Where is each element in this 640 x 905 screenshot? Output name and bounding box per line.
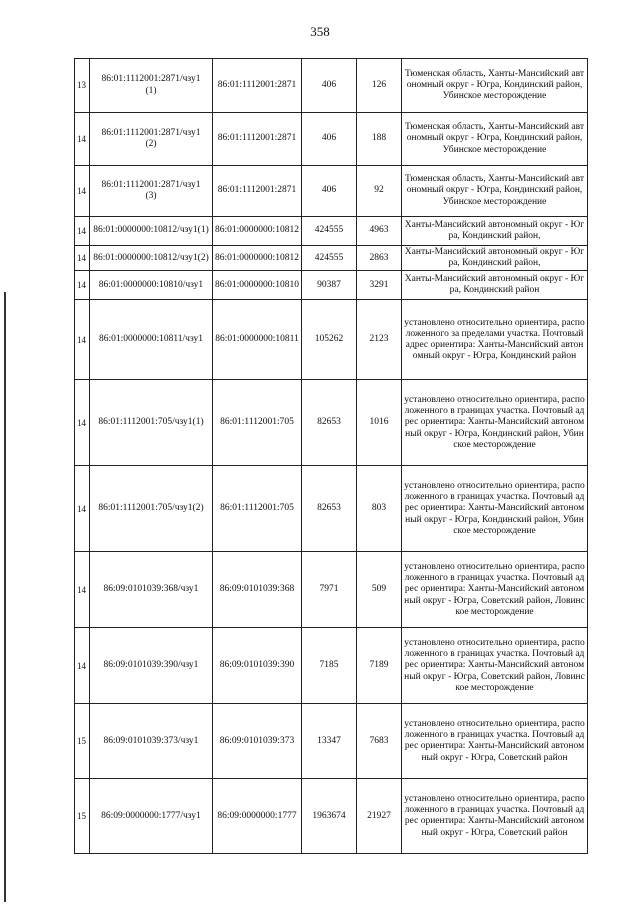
address-cell: установлено относительно ориентира, расположенного в границах участка. Почтовый адрес ориентира: Ханты-Мансийский автономный округ - Югра, Советский район [402, 704, 588, 779]
table-row [75, 466, 588, 552]
plot-area-cell: 424555 [302, 217, 357, 246]
cadastral-part-cell [90, 466, 213, 552]
plot-area-cell: 406 [302, 113, 357, 166]
cadastral-part-number: 86:01:0000000:10810/чзу1 [98, 279, 204, 290]
table-row [75, 113, 588, 166]
part-area-cell: 2123 [357, 300, 402, 380]
part-area-cell: 21927 [357, 779, 402, 854]
row-number-cell: 14 [75, 300, 90, 380]
table-row [75, 779, 588, 854]
row-number-cell: 14 [75, 271, 90, 300]
cadastral-part-number: 86:01:0000000:10812/чзу1(2) [93, 252, 209, 263]
address-cell: установлено относительно ориентира, расположенного в границах участка. Почтовый адрес ориентира: Ханты-Мансийский автономный округ - Югра, Советский район, Ловинское месторождение [402, 628, 588, 704]
table-row [75, 704, 588, 779]
parent-plot-cell: 86:01:1112001:705 [213, 466, 302, 552]
cadastral-part-number: 86:01:1112001:2871/чзу1 [101, 127, 201, 138]
row-number-cell: 15 [75, 779, 90, 854]
plot-area-cell: 424555 [302, 246, 357, 271]
plot-area-cell: 406 [302, 166, 357, 217]
address-cell: Ханты-Мансийский автономный округ - Югра, Кондинский район, [402, 217, 588, 246]
part-area-cell: 3291 [357, 271, 402, 300]
row-number-cell: 14 [75, 466, 90, 552]
row-number-cell: 14 [75, 113, 90, 166]
table-row [75, 217, 588, 246]
parent-plot-cell: 86:01:0000000:10812 [213, 217, 302, 246]
parent-plot-cell: 86:09:0101039:373 [213, 704, 302, 779]
cadastral-part-number: 86:01:0000000:10812/чзу1(1) [93, 225, 209, 236]
part-area-cell: 1016 [357, 380, 402, 466]
parent-plot-cell: 86:09:0000000:1777 [213, 779, 302, 854]
plot-area-cell: 1963674 [302, 779, 357, 854]
row-number-cell: 14 [75, 552, 90, 628]
cadastral-part-cell [90, 779, 213, 854]
address-cell: установлено относительно ориентира, расположенного в границах участка. Почтовый адрес ориентира: Ханты-Мансийский автономный округ - Югра, Кондинский район, Убинское месторождение [402, 380, 588, 466]
cadastral-part-number: 86:09:0101039:373/чзу1 [103, 735, 199, 746]
cadastral-part-cell [90, 380, 213, 466]
parent-plot-cell: 86:09:0101039:390 [213, 628, 302, 704]
part-area-cell: 188 [357, 113, 402, 166]
row-number-cell: 13 [75, 59, 90, 113]
cadastral-part-cell [90, 113, 213, 166]
parent-plot-cell: 86:01:1112001:705 [213, 380, 302, 466]
cadastral-part-suffix: (1) [145, 85, 157, 96]
part-area-cell: 92 [357, 166, 402, 217]
table-body [75, 59, 588, 854]
part-area-cell: 509 [357, 552, 402, 628]
address-cell: Ханты-Мансийский автономный округ - Югра, Кондинский район, [402, 246, 588, 271]
cadastral-part-cell [90, 59, 213, 113]
cadastral-part-number: 86:09:0000000:1777/чзу1 [101, 810, 201, 821]
cadastral-part-number: 86:01:0000000:10811/чзу1 [98, 334, 204, 345]
cadastral-part-number: 86:01:1112001:2871/чзу1 [101, 74, 201, 85]
cadastral-part-cell [90, 217, 213, 246]
parent-plot-cell: 86:01:0000000:10811 [213, 300, 302, 380]
address-cell: Тюменская область, Ханты-Мансийский автономный округ - Югра, Кондинский район, Убинское месторождение [402, 166, 588, 217]
cadastral-part-number: 86:09:0101039:390/чзу1 [103, 660, 199, 671]
table-row [75, 166, 588, 217]
cadastral-part-suffix: (3) [145, 191, 157, 201]
land-plots-table [74, 58, 588, 854]
plot-area-cell: 90387 [302, 271, 357, 300]
row-number-cell: 14 [75, 217, 90, 246]
address-cell: установлено относительно ориентира, расположенного в границах участка. Почтовый адрес ориентира: Ханты-Мансийский автономный округ - Югра, Кондинский район, Убинское месторождение [402, 466, 588, 552]
plot-area-cell: 82653 [302, 380, 357, 466]
plot-area-cell: 7185 [302, 628, 357, 704]
parent-plot-cell: 86:01:0000000:10812 [213, 246, 302, 271]
part-area-cell: 7683 [357, 704, 402, 779]
cadastral-part-number: 86:01:1112001:2871/чзу1 [101, 179, 201, 190]
address-cell: установлено относительно ориентира, расположенного в границах участка. Почтовый адрес ориентира: Ханты-Мансийский автономный округ - Югра, Советский район, Ловинское месторождение [402, 552, 588, 628]
plot-area-cell: 105262 [302, 300, 357, 380]
row-number-cell: 14 [75, 380, 90, 466]
table-row [75, 380, 588, 466]
table-row [75, 628, 588, 704]
address-cell: установлено относительно ориентира, расположенного за пределами участка. Почтовый адрес ориентира: Ханты-Мансийский автономный округ - Югра, Кондинский район [402, 300, 588, 380]
address-cell: Тюменская область, Ханты-Мансийский автономный округ - Югра, Кондинский район, Убинское месторождение [402, 59, 588, 113]
part-area-cell: 4963 [357, 217, 402, 246]
page-number: 358 [310, 24, 330, 39]
table-row [75, 300, 588, 380]
parent-plot-cell: 86:09:0101039:368 [213, 552, 302, 628]
address-cell: установлено относительно ориентира, расположенного в границах участка. Почтовый адрес ориентира: Ханты-Мансийский автономный округ - Югра, Советский район [402, 779, 588, 854]
part-area-cell: 7189 [357, 628, 402, 704]
cadastral-part-cell [90, 246, 213, 271]
cadastral-part-cell [90, 552, 213, 628]
plot-area-cell: 13347 [302, 704, 357, 779]
parent-plot-cell: 86:01:1112001:2871 [213, 166, 302, 217]
row-number-cell: 14 [75, 628, 90, 704]
part-area-cell: 2863 [357, 246, 402, 271]
cadastral-part-cell [90, 704, 213, 779]
plot-area-cell: 7971 [302, 552, 357, 628]
plot-area-cell: 82653 [302, 466, 357, 552]
parent-plot-cell: 86:01:0000000:10810 [213, 271, 302, 300]
cadastral-part-suffix: (2) [145, 139, 157, 149]
row-number-cell: 14 [75, 246, 90, 271]
cadastral-part-cell [90, 628, 213, 704]
table-row [75, 271, 588, 300]
cadastral-part-number: 86:01:1112001:705/чзу1(2) [98, 503, 204, 514]
parent-plot-cell: 86:01:1112001:2871 [213, 113, 302, 166]
part-area-cell: 126 [357, 59, 402, 113]
address-cell: Ханты-Мансийский автономный округ - Югра, Кондинский район [402, 271, 588, 300]
table-row [75, 552, 588, 628]
part-area-cell: 803 [357, 466, 402, 552]
parent-plot-cell: 86:01:1112001:2871 [213, 59, 302, 113]
cadastral-part-cell [90, 300, 213, 380]
table-row [75, 59, 588, 113]
binding-edge-line [4, 292, 6, 902]
row-number-cell: 15 [75, 704, 90, 779]
cadastral-part-cell [90, 166, 213, 217]
plot-area-cell: 406 [302, 59, 357, 113]
table-row [75, 246, 588, 271]
cadastral-part-number: 86:09:0101039:368/чзу1 [103, 584, 199, 595]
row-number-cell: 14 [75, 166, 90, 217]
cadastral-part-cell [90, 271, 213, 300]
cadastral-part-number: 86:01:1112001:705/чзу1(1) [98, 417, 204, 428]
address-cell: Тюменская область, Ханты-Мансийский автономный округ - Югра, Кондинский район, Убинское месторождение [402, 113, 588, 166]
